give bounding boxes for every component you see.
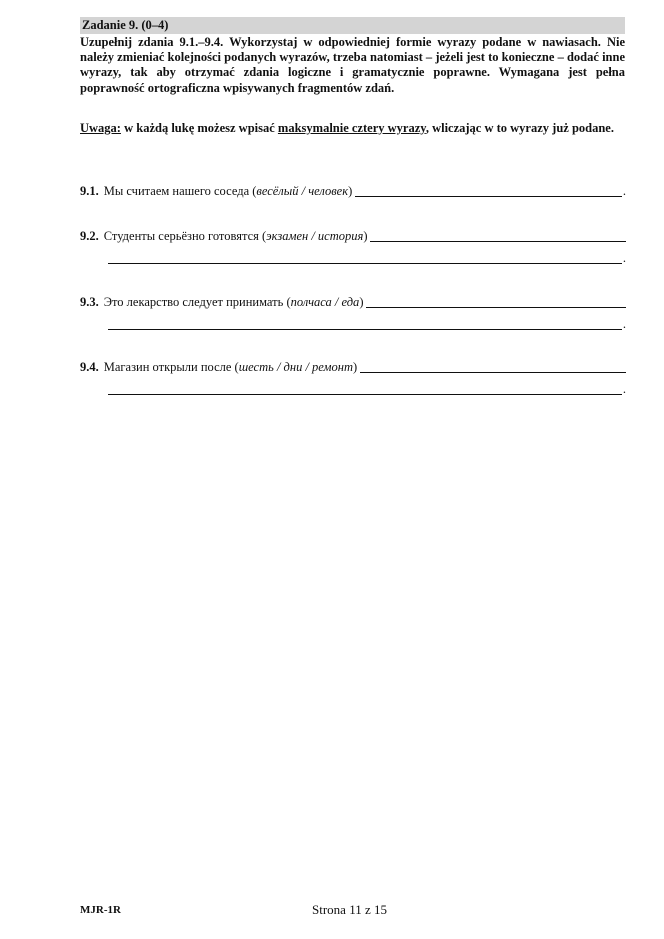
item-close-paren: ) xyxy=(352,360,358,374)
answer-blank-continuation[interactable] xyxy=(108,315,622,330)
exam-code: MJR-1R xyxy=(80,904,121,916)
item-number: 9.4. xyxy=(80,360,99,374)
item-number: 9.1. xyxy=(80,184,99,198)
exercise-item-9-3 xyxy=(80,292,626,332)
answer-blank-continuation[interactable] xyxy=(108,249,622,264)
item-number: 9.3. xyxy=(80,295,99,309)
exercise-item-9-4 xyxy=(80,357,626,397)
item-sentence: Это лекарство следует принимать ( xyxy=(103,295,291,309)
exercise-item-9-2 xyxy=(80,226,626,266)
answer-blank[interactable] xyxy=(366,293,626,308)
item-number: 9.2. xyxy=(80,229,99,243)
item-close-paren: ) xyxy=(348,184,353,198)
page-number: Strona 11 z 15 xyxy=(312,902,387,917)
note-text-2: , wliczając w to wyrazy już podane. xyxy=(425,121,614,135)
item-close-paren: ) xyxy=(359,295,364,309)
task-instructions: Uzupełnij zdania 9.1.–9.4. Wykorzystaj w odpowiedniej formie wyrazy podane w nawiasach. Nie należy zmieniać kolejności podanych wyrazów, trzeba natomiast – jeżeli jest to konieczne – dodać inne wyrazy, tak aby otrzymać zdania logiczne i gramatycznie poprawne. Wymagana jest pełna poprawność ortograficzna wpisywanych fragmentów zdań. xyxy=(80,35,625,95)
item-hint: полчаса / еда xyxy=(290,295,360,309)
item-close-paren: ) xyxy=(363,229,368,243)
answer-blank[interactable] xyxy=(355,182,622,197)
task-note xyxy=(80,121,625,136)
note-label: Uwaga: xyxy=(80,121,121,135)
item-hint: шесть / дни / ремонт xyxy=(238,360,353,374)
sentence-end: . xyxy=(622,382,626,396)
sentence-end: . xyxy=(622,317,626,331)
answer-blank[interactable] xyxy=(360,358,626,373)
answer-blank[interactable] xyxy=(370,227,626,242)
sentence-end: . xyxy=(622,184,626,198)
answer-blank-continuation[interactable] xyxy=(108,380,622,395)
item-sentence: Магазин открыли после ( xyxy=(103,360,239,374)
note-emphasis: maksymalnie cztery wyrazy xyxy=(277,121,426,135)
exercise-item-9-1 xyxy=(80,181,626,199)
task-title: Zadanie 9. (0–4) xyxy=(82,18,169,32)
item-hint: весёлый / человек xyxy=(256,184,349,198)
note-text-1: w każdą lukę możesz wpisać xyxy=(120,121,278,135)
item-sentence: Студенты серьёзно готовятся ( xyxy=(103,229,267,243)
sentence-end: . xyxy=(622,251,626,265)
item-hint: экзамен / история xyxy=(266,229,364,243)
item-sentence: Мы считаем нашего соседа ( xyxy=(103,184,257,198)
task-header xyxy=(80,17,625,34)
